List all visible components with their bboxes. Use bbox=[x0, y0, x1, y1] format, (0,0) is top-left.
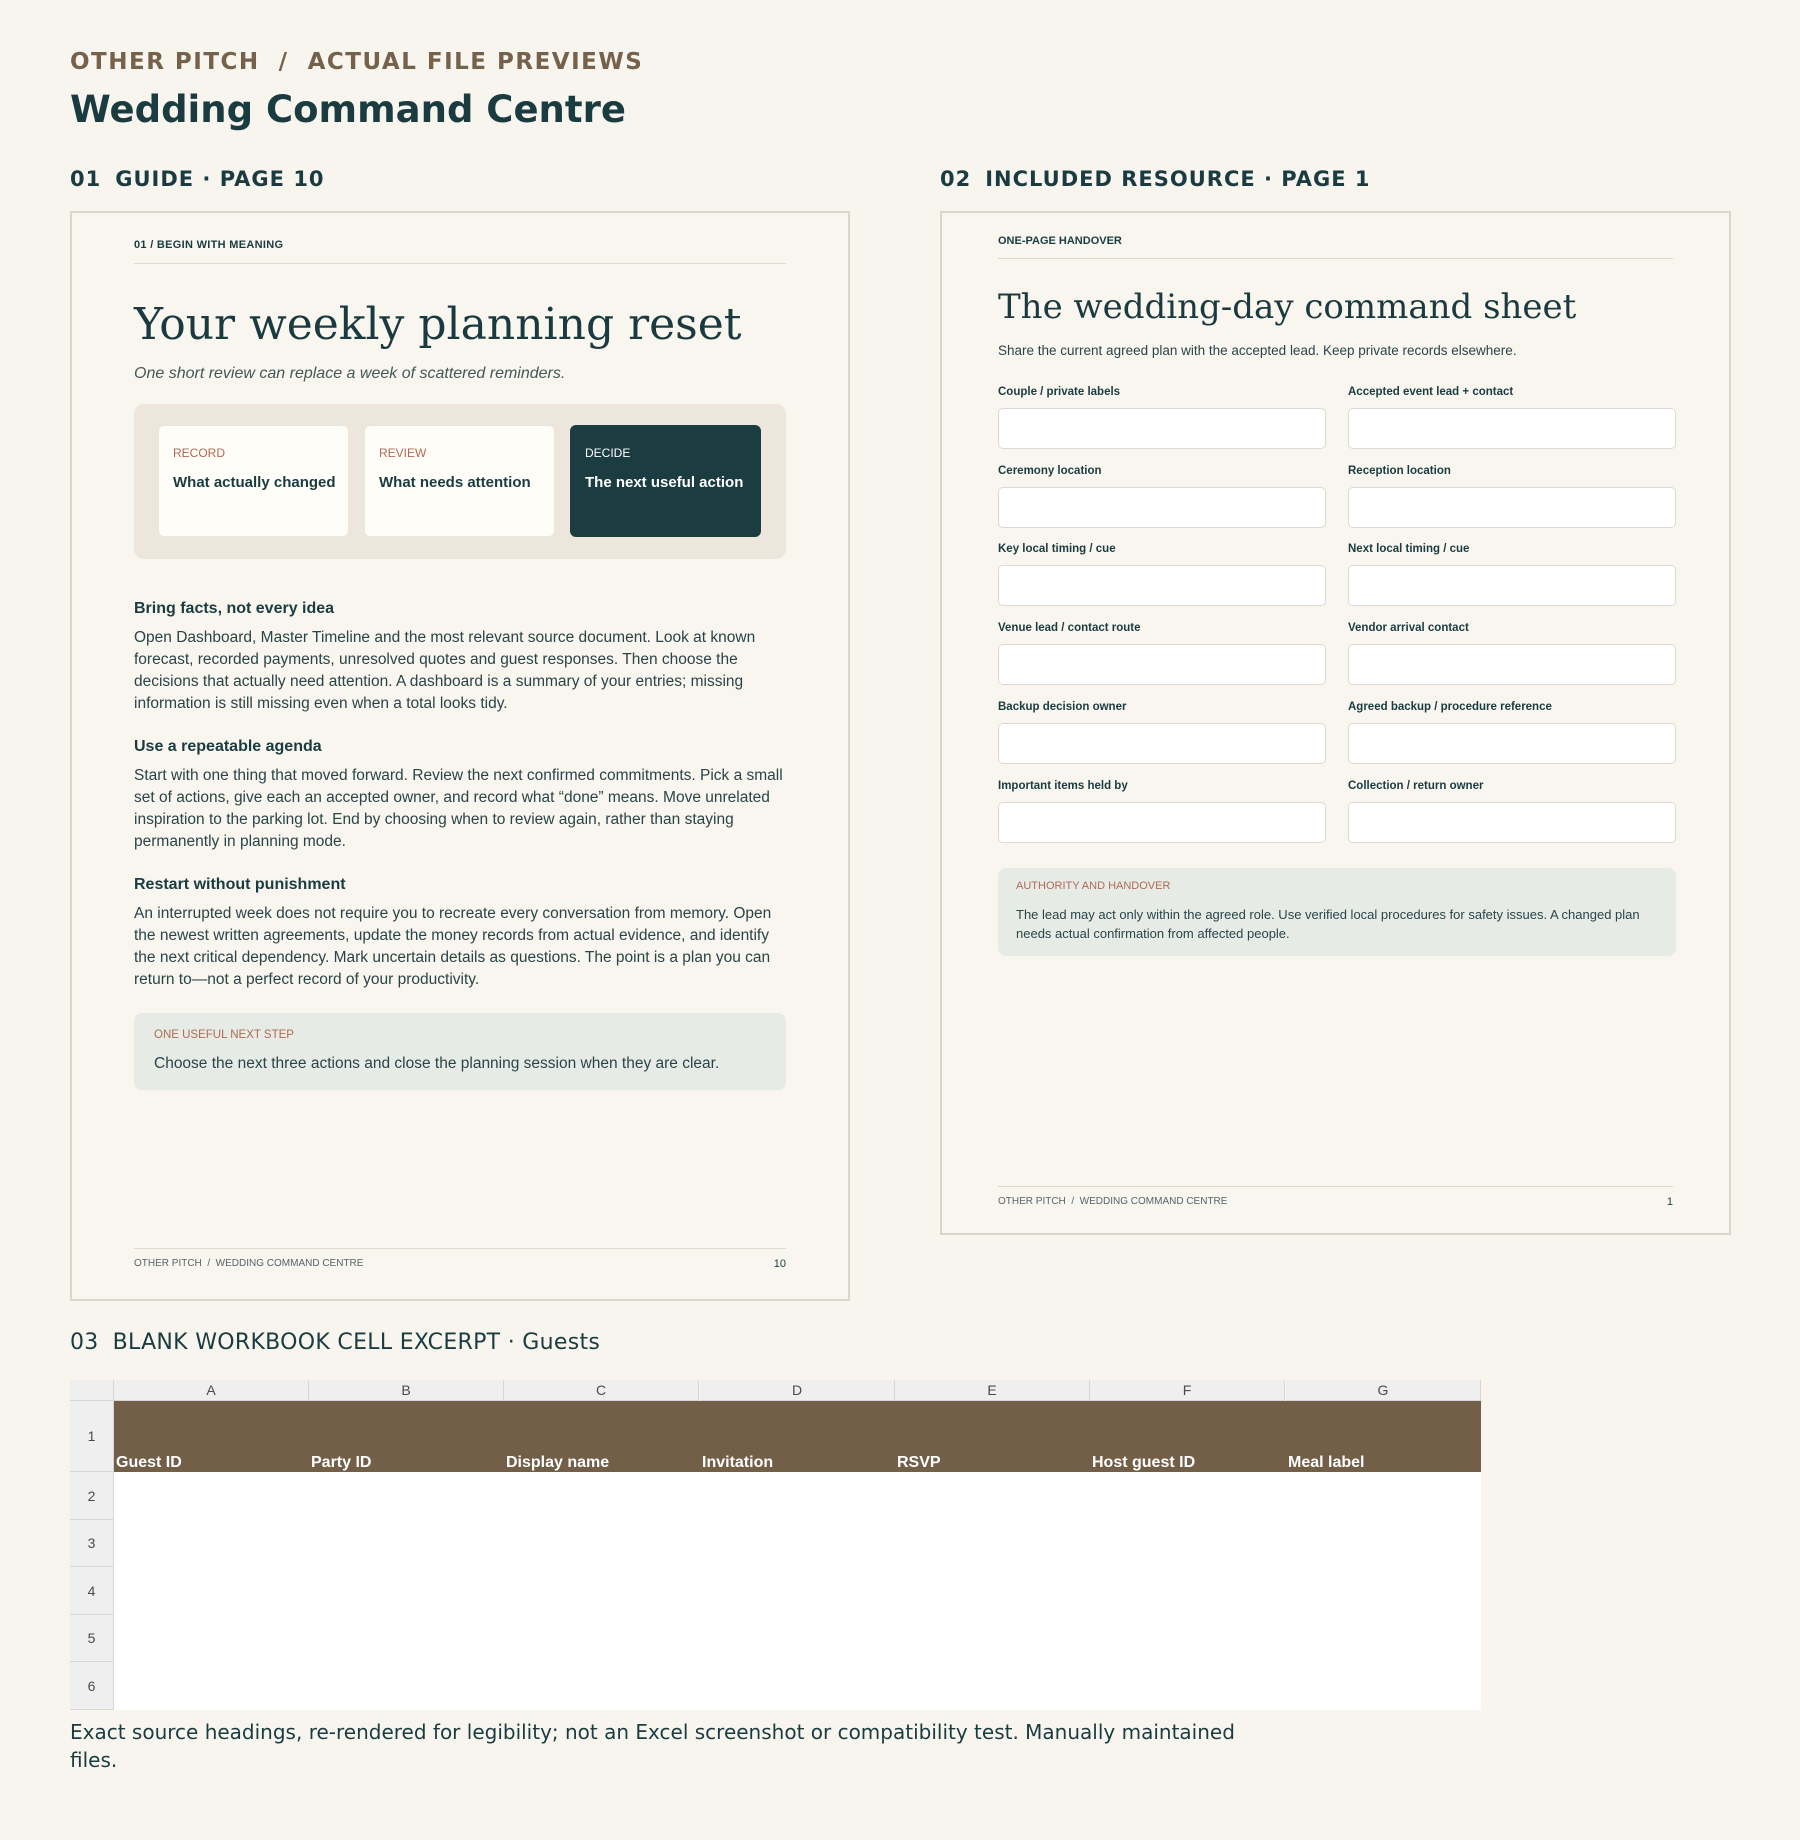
guide-subtitle: One short review can replace a week of scattered reminders. bbox=[134, 365, 566, 382]
authority-callout bbox=[998, 868, 1676, 956]
section-title: INCLUDED RESOURCE · PAGE 1 bbox=[985, 167, 1371, 191]
field-label: Next local timing / cue bbox=[1348, 543, 1470, 555]
handover-title: The wedding-day command sheet bbox=[998, 287, 1577, 327]
field-box bbox=[1348, 723, 1676, 764]
column-header-a[interactable]: A bbox=[114, 1380, 309, 1401]
divider bbox=[998, 258, 1673, 259]
field-box bbox=[1348, 565, 1676, 606]
row-header-5[interactable]: 5 bbox=[70, 1615, 114, 1662]
spreadsheet-grid bbox=[70, 1380, 1481, 1710]
header-cell-invitation[interactable]: Invitation bbox=[702, 1454, 774, 1471]
field-box bbox=[998, 487, 1326, 528]
section-title: BLANK WORKBOOK CELL EXCERPT · Guests bbox=[112, 1330, 601, 1355]
field-box bbox=[998, 723, 1326, 764]
column-header-b[interactable]: B bbox=[309, 1380, 504, 1401]
next-step-callout bbox=[134, 1013, 786, 1090]
section-label-workbook bbox=[70, 1330, 600, 1355]
field-label: Backup decision owner bbox=[998, 701, 1127, 713]
field-box bbox=[998, 802, 1326, 843]
footer-divider bbox=[998, 1186, 1673, 1187]
section-heading: Restart without punishment bbox=[134, 876, 346, 893]
step-key: DECIDE bbox=[585, 446, 631, 460]
field-label: Important items held by bbox=[998, 780, 1128, 792]
footer-divider bbox=[134, 1248, 786, 1249]
guide-page-preview bbox=[70, 211, 850, 1301]
step-value: What actually changed bbox=[173, 474, 336, 491]
section-paragraph: An interrupted week does not require you to recreate every conversation from memory. Open the newest written agreements, update the money records from actual evidence, and identify the next critical dependency. Mark uncertain details as questions. The point is a plan you can return to—not a perfect record of your productivity. bbox=[134, 905, 772, 988]
field-box bbox=[1348, 487, 1676, 528]
field-label: Agreed backup / procedure reference bbox=[1348, 701, 1552, 713]
column-header-g[interactable]: G bbox=[1286, 1380, 1481, 1401]
step-card-record bbox=[158, 425, 349, 537]
caption: Exact source headings, re-rendered for legibility; not an Excel screenshot or compatibility test. Manually maintained files. bbox=[70, 1720, 1235, 1772]
callout-key: AUTHORITY AND HANDOVER bbox=[1016, 880, 1171, 892]
section-heading: Use a repeatable agenda bbox=[134, 738, 322, 755]
callout-key: ONE USEFUL NEXT STEP bbox=[154, 1029, 294, 1041]
field-box bbox=[998, 644, 1326, 685]
grid-corner bbox=[70, 1380, 114, 1401]
section-number: 03 bbox=[70, 1330, 99, 1355]
header-cell-guest-id[interactable]: Guest ID bbox=[116, 1454, 182, 1471]
field-label: Ceremony location bbox=[998, 465, 1102, 477]
header-cell-rsvp[interactable]: RSVP bbox=[897, 1454, 941, 1471]
step-cards bbox=[134, 404, 786, 559]
column-header-c[interactable]: C bbox=[504, 1380, 699, 1401]
footer-page-number: 10 bbox=[773, 1258, 786, 1270]
field-label: Reception location bbox=[1348, 465, 1451, 477]
step-value: The next useful action bbox=[585, 474, 744, 491]
column-header-f[interactable]: F bbox=[1090, 1380, 1285, 1401]
field-label: Vendor arrival contact bbox=[1348, 622, 1469, 634]
empty-cell-area[interactable] bbox=[114, 1472, 1481, 1710]
field-label: Venue lead / contact route bbox=[998, 622, 1141, 634]
column-header-d[interactable]: D bbox=[700, 1380, 895, 1401]
section-paragraph: Start with one thing that moved forward. Review the next confirmed commitments. Pick a small set of actions, give each an accepted owner, and record what “done” means. Move unrelated inspiration to the parking lot. End by choosing when to review again, rather than staying permanently in planning mode. bbox=[134, 767, 783, 850]
footer-brand: OTHER PITCH / WEDDING COMMAND CENTRE bbox=[134, 1258, 364, 1269]
field-label: Key local timing / cue bbox=[998, 543, 1116, 555]
guide-kicker: 01 / BEGIN WITH MEANING bbox=[134, 239, 284, 251]
callout-text: Choose the next three actions and close the planning session when they are clear. bbox=[154, 1055, 720, 1072]
row-header-4[interactable]: 4 bbox=[70, 1567, 114, 1615]
step-key: REVIEW bbox=[379, 446, 427, 460]
section-heading: Bring facts, not every idea bbox=[134, 600, 335, 617]
row-header-3[interactable]: 3 bbox=[70, 1520, 114, 1567]
footer-brand: OTHER PITCH / WEDDING COMMAND CENTRE bbox=[998, 1196, 1228, 1207]
footer-page-number: 1 bbox=[1666, 1196, 1673, 1208]
header-cell-display-name[interactable]: Display name bbox=[506, 1454, 610, 1471]
step-card-review bbox=[364, 425, 555, 537]
step-value: What needs attention bbox=[379, 474, 531, 491]
section-paragraph: Open Dashboard, Master Timeline and the most relevant source document. Look at known forecast, recorded payments, unresolved quotes and guest responses. Then choose the decisions that actually need attention. A dashboard is a summary of your entries; missing information is still missing even when a total looks tidy. bbox=[134, 629, 756, 712]
field-box bbox=[998, 565, 1326, 606]
field-box bbox=[1348, 644, 1676, 685]
guide-title: Your weekly planning reset bbox=[134, 299, 742, 350]
section-label-guide bbox=[70, 167, 325, 191]
header-cell-meal-label[interactable]: Meal label bbox=[1288, 1454, 1365, 1471]
divider bbox=[134, 263, 786, 264]
field-box bbox=[1348, 408, 1676, 449]
row-header-2[interactable]: 2 bbox=[70, 1472, 114, 1520]
header-cell-host-guest-id[interactable]: Host guest ID bbox=[1092, 1454, 1196, 1471]
field-box bbox=[998, 408, 1326, 449]
row-header-1[interactable]: 1 bbox=[70, 1401, 114, 1472]
step-key: RECORD bbox=[173, 446, 226, 460]
column-header-e[interactable]: E bbox=[895, 1380, 1090, 1401]
callout-text: The lead may act only within the agreed role. Use verified local procedures for safety issues. A changed plan needs actual confirmation from affected people. bbox=[1016, 907, 1640, 941]
step-card-decide bbox=[570, 425, 761, 537]
page-title: Wedding Command Centre bbox=[70, 88, 626, 131]
section-number: 02 bbox=[940, 167, 972, 191]
handover-page-preview bbox=[940, 211, 1731, 1235]
field-label: Couple / private labels bbox=[998, 386, 1121, 398]
field-label: Collection / return owner bbox=[1348, 780, 1484, 792]
field-label: Accepted event lead + contact bbox=[1348, 386, 1514, 398]
eyebrow: OTHER PITCH / ACTUAL FILE PREVIEWS bbox=[70, 49, 644, 75]
row-header-6[interactable]: 6 bbox=[70, 1662, 114, 1710]
section-label-resource bbox=[940, 167, 1371, 191]
handover-subtitle: Share the current agreed plan with the accepted lead. Keep private records elsewhere. bbox=[998, 343, 1517, 358]
section-title: GUIDE · PAGE 10 bbox=[115, 167, 325, 191]
section-number: 01 bbox=[70, 167, 102, 191]
field-box bbox=[1348, 802, 1676, 843]
handover-kicker: ONE-PAGE HANDOVER bbox=[998, 235, 1122, 247]
header-cell-party-id[interactable]: Party ID bbox=[311, 1454, 372, 1471]
